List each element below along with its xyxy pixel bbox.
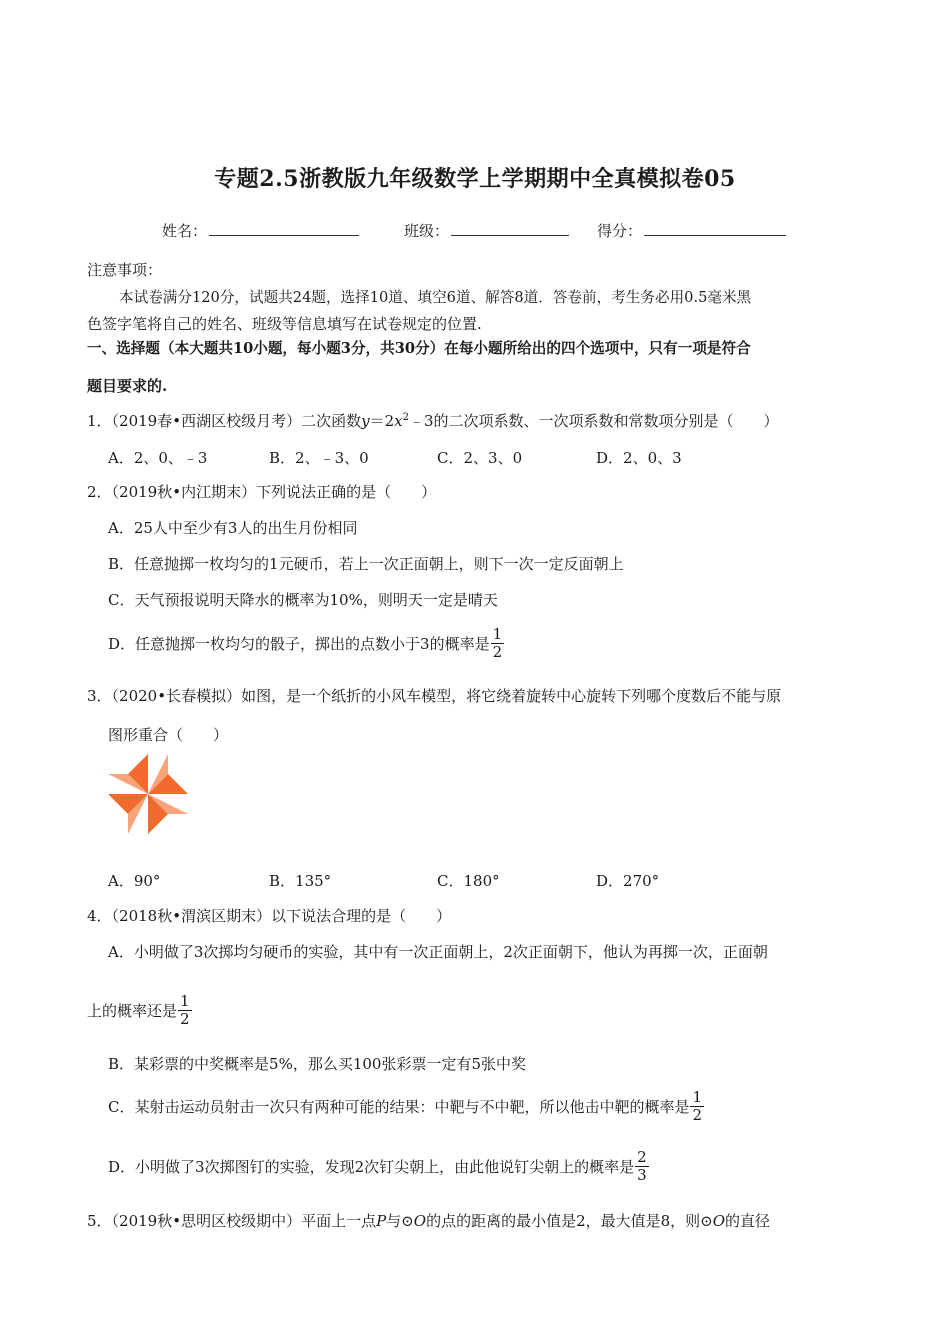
q5-stem-post: 的直径 <box>725 1212 771 1230</box>
q4-option-d-fraction <box>635 1149 649 1184</box>
q3-option-d[interactable]: D．270° <box>596 872 660 890</box>
q4-option-c-fraction <box>690 1089 704 1124</box>
q2-d-numerator: 1 <box>492 625 503 643</box>
notes-line-1: 本试卷满分120分，试题共24题，选择10道、填空6道、解答8道．答卷前，考生务必用0.5毫米黑 <box>119 289 752 306</box>
q1-func-y: y <box>361 412 370 430</box>
q4-option-a-fraction <box>178 993 192 1028</box>
q5-stem <box>87 1210 770 1231</box>
q2-option-a[interactable]: A．25人中至少有3人的出生月份相同 <box>108 519 358 537</box>
q5-circle-o-2: O <box>712 1212 726 1230</box>
q5-point-p: P <box>376 1212 387 1230</box>
name-field[interactable] <box>162 220 359 241</box>
q4-a-denominator: 2 <box>180 1010 190 1028</box>
q3-option-c[interactable]: C．180° <box>437 872 500 890</box>
q1-option-c[interactable]: C．2、3、0 <box>437 449 523 467</box>
q4-c-denominator: 2 <box>692 1106 703 1124</box>
class-field[interactable] <box>404 220 569 241</box>
q2-option-d-fraction <box>491 626 505 661</box>
score-label: 得分： <box>597 222 643 240</box>
q1-func-exp: 2 <box>402 412 409 423</box>
score-blank[interactable] <box>644 220 786 236</box>
notes-heading: 注意事项： <box>87 261 163 279</box>
name-blank[interactable] <box>209 220 359 236</box>
q4-option-a-line-1[interactable]: A．小明做了3次掷均匀硬币的实验，其中有一次正面朝上，2次正面朝下，他认为再掷一次，正面朝 <box>108 943 768 961</box>
q4-option-c[interactable] <box>108 1089 704 1124</box>
name-label: 姓名： <box>162 222 208 240</box>
q2-option-c[interactable]: C．天气预报说明天降水的概率为10%，则明天一定是晴天 <box>108 591 498 609</box>
q4-option-a-line-2[interactable] <box>87 993 192 1028</box>
q4-option-c-text: C．某射击运动员射击一次只有两种可能的结果：中靶与不中靶，所以他击中靶的概率是 <box>108 1098 690 1116</box>
score-field[interactable] <box>597 220 786 241</box>
class-blank[interactable] <box>451 220 569 236</box>
q2-stem: 2．（2019秋•内江期末）下列说法正确的是（ ） <box>87 483 437 501</box>
notes-line-2: 色签字笔将自己的姓名、班级等信息填写在试卷规定的位置. <box>87 315 482 333</box>
q3-stem-line-1: 3．（2020•长春模拟）如图，是一个纸折的小风车模型，将它绕着旋转中心旋转下列哪个度数后不能与原 <box>87 687 782 705</box>
q1-stem <box>87 410 779 431</box>
q2-option-d-text: D．任意抛掷一枚均匀的骰子，掷出的点数小于3的概率是 <box>108 635 490 653</box>
q2-option-d[interactable] <box>108 626 504 661</box>
q4-a-numerator: 1 <box>180 992 190 1010</box>
q4-option-d-text: D．小明做了3次掷图钉的实验，发现2次钉尖朝上，由此他说钉尖朝上的概率是 <box>108 1158 635 1176</box>
q1-func-x: x <box>394 412 403 430</box>
q1-func-rest: ﹣3 <box>408 412 434 430</box>
q1-option-a[interactable]: A．2、0、﹣3 <box>108 449 208 467</box>
q4-d-denominator: 3 <box>637 1166 647 1184</box>
class-label: 班级： <box>404 222 450 240</box>
q3-stem-line-2: 图形重合（ ） <box>108 726 229 744</box>
q4-option-d[interactable] <box>108 1149 649 1184</box>
q4-c-numerator: 1 <box>692 1088 703 1106</box>
pinwheel-figure <box>106 752 190 836</box>
q3-option-b[interactable]: B．135° <box>269 872 332 890</box>
q5-stem-pre: 5．（2019秋•思明区校级期中）平面上一点 <box>87 1212 377 1230</box>
q5-stem-mid-1: 与⊙ <box>386 1212 414 1230</box>
q1-stem-post: 的二次项系数、一次项系数和常数项分别是（ ） <box>433 412 779 430</box>
q4-stem: 4．（2018秋•渭滨区期末）以下说法合理的是（ ） <box>87 907 452 925</box>
q5-circle-o-1: O <box>413 1212 427 1230</box>
section1-heading-line-2: 题目要求的. <box>87 377 168 395</box>
q2-d-denominator: 2 <box>492 643 503 661</box>
q2-option-b[interactable]: B．任意抛掷一枚均匀的1元硬币，若上一次正面朝上，则下一次一定反面朝上 <box>108 555 624 573</box>
q4-option-b[interactable]: B．某彩票的中奖概率是5%，那么买100张彩票一定有5张中奖 <box>108 1055 526 1073</box>
q4-d-numerator: 2 <box>637 1148 647 1166</box>
q4-option-a-text: 上的概率还是 <box>87 1002 178 1020</box>
q1-stem-pre: 1．（2019春•西湖区校级月考）二次函数 <box>87 412 362 430</box>
q5-stem-mid-2: 的点的距离的最小值是2，最大值是8，则⊙ <box>426 1212 713 1230</box>
page-title: 专题2.5浙教版九年级数学上学期期中全真模拟卷05 <box>214 166 736 192</box>
q1-option-d[interactable]: D．2、0、3 <box>596 449 682 467</box>
section1-heading-line-1: 一、选择题（本大题共10小题，每小题3分，共30分）在每小题所给出的四个选项中，只有一项是符合 <box>87 340 751 357</box>
q1-func-eq: ＝2 <box>369 412 395 430</box>
q1-option-b[interactable]: B．2、﹣3、0 <box>269 449 369 467</box>
q3-option-a[interactable]: A．90° <box>108 872 161 890</box>
